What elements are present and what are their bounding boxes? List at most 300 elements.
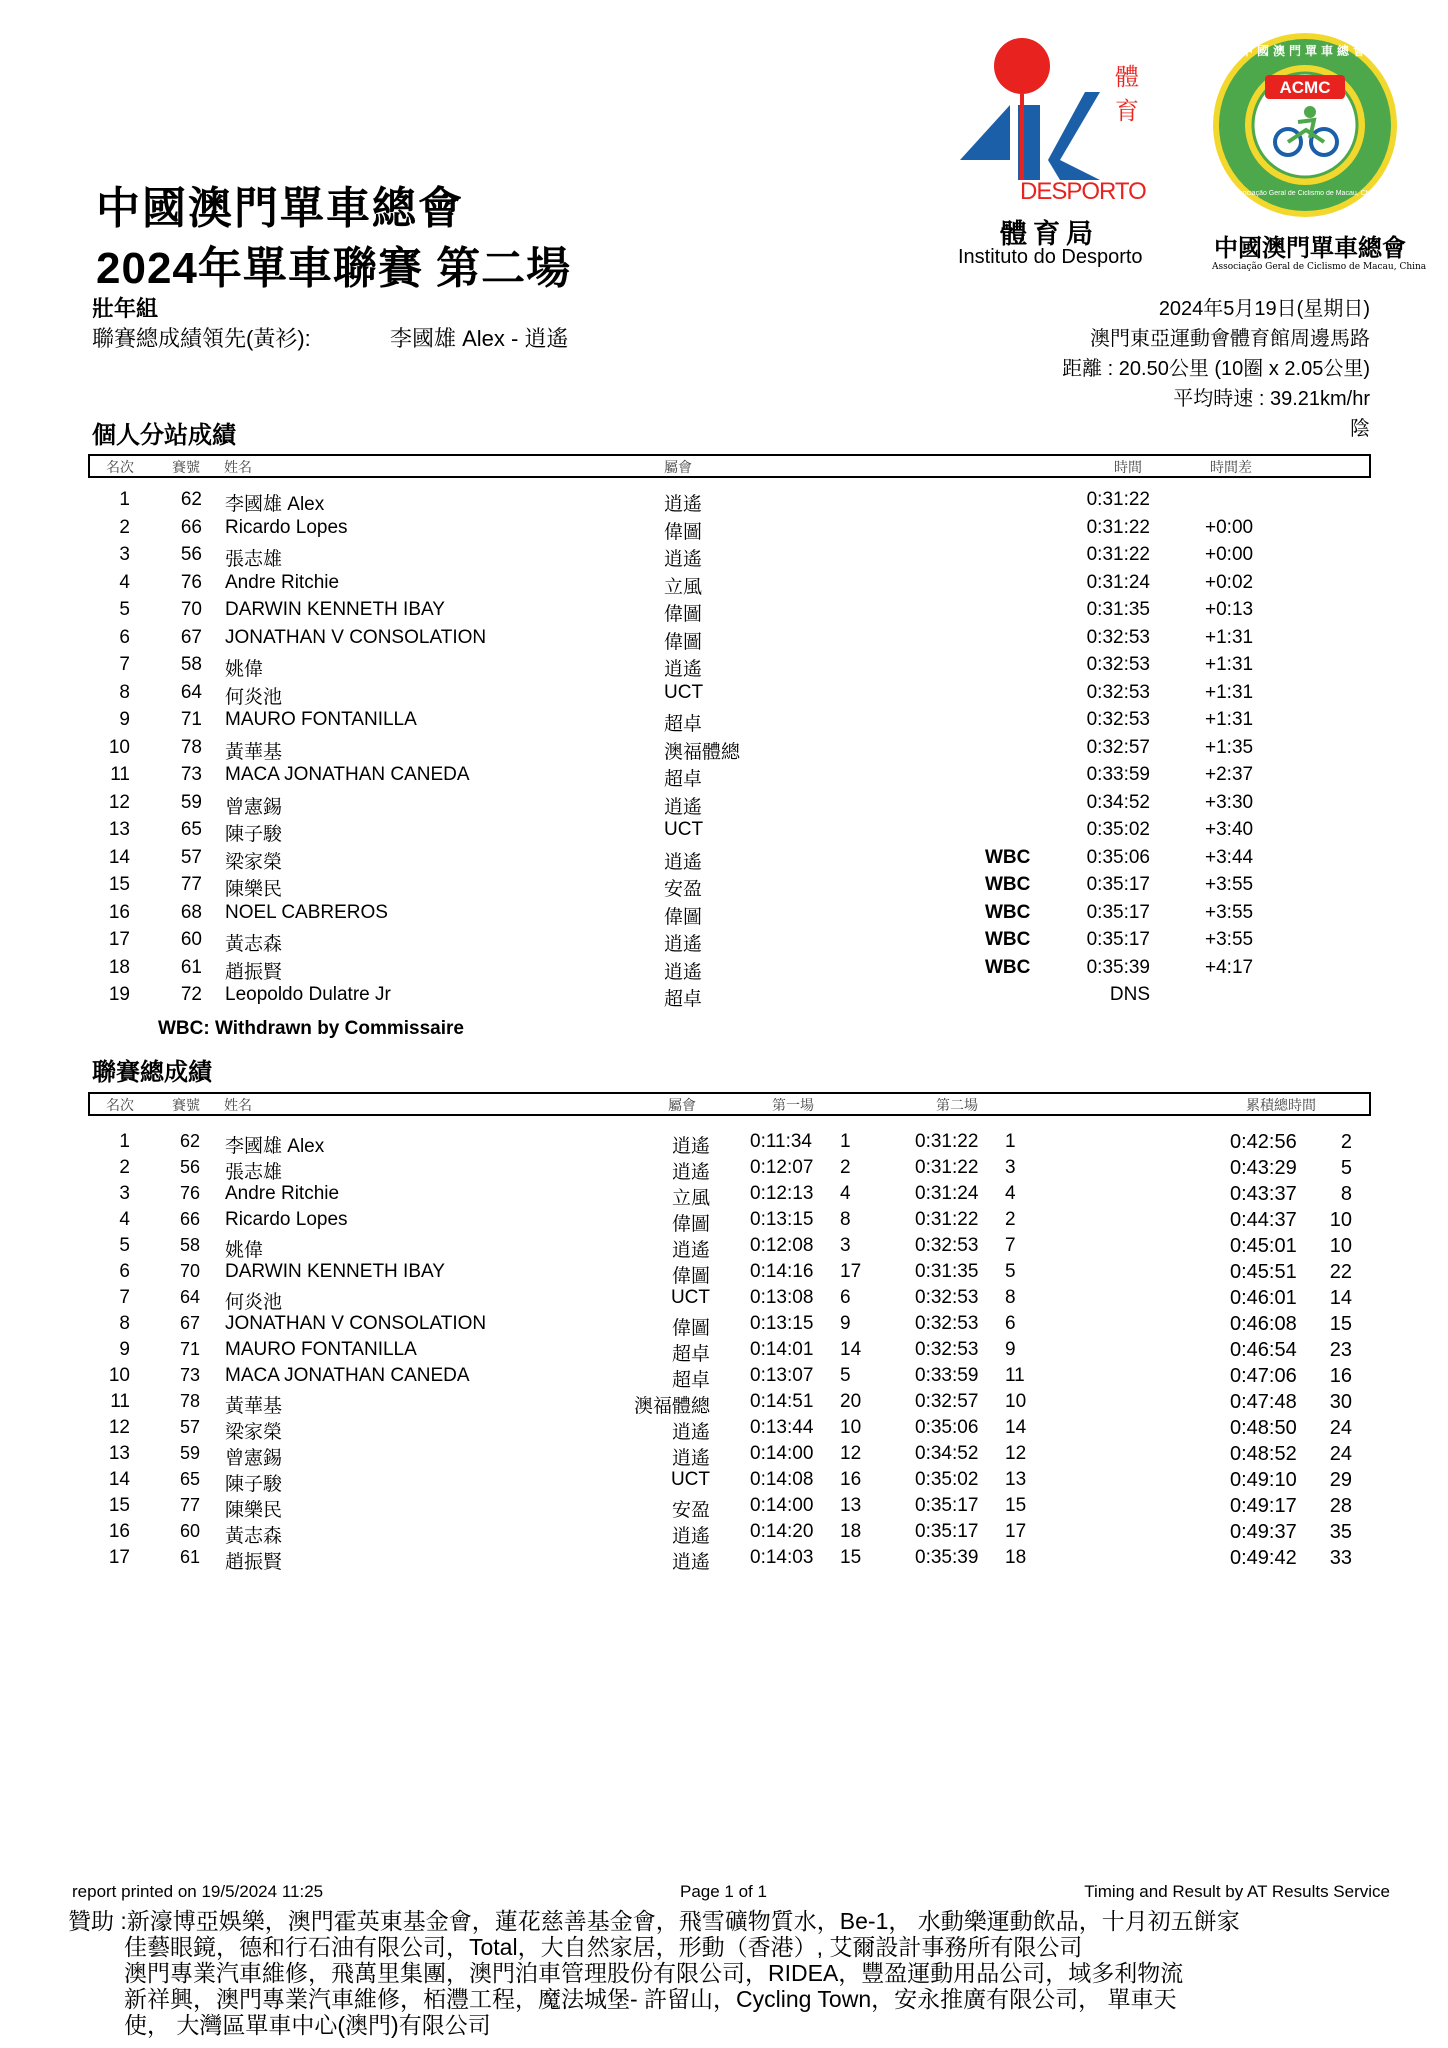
desporto-vertical-cn: 體育 [1115, 63, 1139, 125]
team: 偉圖 [671, 1266, 710, 1287]
total-points: 10 [1329, 1235, 1352, 1257]
total-points: 30 [1329, 1391, 1352, 1413]
round2-time: 0:31:24 [915, 1183, 979, 1204]
category-label: 壯年組 [92, 296, 159, 321]
time: 0:32:57 [1086, 736, 1150, 758]
rider-name: 趙振賢 [225, 1552, 283, 1573]
red-sun [994, 38, 1050, 94]
overall-row [0, 1131, 1448, 1157]
team: UCT [664, 819, 704, 840]
round1-time: 0:14:00 [750, 1495, 814, 1516]
col-team: 屬會 [668, 1098, 696, 1114]
gap: +0:00 [1205, 516, 1254, 538]
bib: 67 [179, 1313, 200, 1333]
team: 逍遙 [664, 549, 703, 570]
overall-row [0, 1287, 1448, 1313]
rank: 10 [108, 1365, 130, 1386]
rider-name: MACA JONATHAN CANEDA [225, 1365, 470, 1386]
total-time: 0:46:01 [1230, 1287, 1297, 1309]
bib: 60 [179, 1521, 200, 1541]
leader-label: 聯賽總成績領先(黃衫): [92, 326, 311, 351]
rider-name: 曾憲錫 [225, 1448, 283, 1469]
time: 0:35:39 [1086, 956, 1150, 978]
rider-name: 姚偉 [225, 659, 264, 680]
round2-time: 0:35:17 [915, 1521, 979, 1542]
time: 0:35:17 [1086, 874, 1150, 895]
overall-row [0, 1183, 1448, 1209]
col-rank: 名次 [106, 1098, 134, 1114]
stage-row [0, 819, 1448, 846]
rank: 5 [119, 1235, 130, 1256]
gap: +1:31 [1205, 626, 1254, 648]
round2-time: 0:32:53 [915, 1313, 979, 1334]
round2-position: 8 [1005, 1287, 1016, 1308]
round1-position: 13 [840, 1495, 862, 1516]
round1-time: 0:13:15 [750, 1313, 814, 1334]
round1-position: 6 [840, 1287, 851, 1308]
rider-name: Ricardo Lopes [225, 1209, 348, 1230]
rank: 13 [108, 819, 130, 840]
round1-position: 20 [840, 1391, 862, 1412]
bib: 65 [180, 819, 202, 840]
rank: 15 [108, 874, 130, 895]
rider-name: 梁家榮 [225, 1422, 283, 1443]
sponsor-line: 新祥興，澳門專業汽車維修，栢灃工程，魔法城堡- 許留山，Cycling Town，安永推廣有限公司， 單車天 [124, 1986, 1177, 2012]
round1-time: 0:14:00 [750, 1443, 814, 1464]
team: 逍遙 [671, 1422, 710, 1443]
time: 0:35:06 [1086, 846, 1150, 868]
round1-position: 17 [840, 1261, 862, 1282]
round2-position: 17 [1005, 1521, 1027, 1542]
rider-name: 陳樂民 [225, 879, 283, 900]
stage-row [0, 572, 1448, 599]
race-weather: 陰 [1350, 418, 1370, 440]
rank: 16 [108, 901, 130, 923]
rider-name: 黃華基 [225, 1396, 283, 1417]
rank: 3 [119, 544, 130, 565]
rank: 3 [119, 1183, 130, 1204]
overall-row [0, 1209, 1448, 1235]
team: 逍遙 [664, 796, 703, 818]
rider-name: JONATHAN V CONSOLATION [225, 1313, 487, 1334]
round1-time: 0:14:51 [750, 1391, 814, 1412]
round1-time: 0:12:13 [750, 1183, 814, 1204]
gap: +1:35 [1205, 736, 1254, 758]
overall-row [0, 1443, 1448, 1469]
desporto-name-pt: Instituto do Desporto [958, 246, 1143, 268]
time: 0:34:52 [1086, 791, 1150, 813]
bib: 62 [179, 1131, 200, 1151]
stage-row [0, 957, 1448, 984]
bib: 58 [179, 1235, 200, 1255]
rider-name: 姚偉 [225, 1240, 264, 1261]
bib: 65 [179, 1469, 200, 1489]
time: 0:31:24 [1086, 571, 1150, 593]
stage-row [0, 847, 1448, 874]
round2-time: 0:31:22 [915, 1131, 979, 1152]
rank: 6 [119, 626, 130, 648]
team: 立風 [664, 576, 703, 598]
time: DNS [1109, 984, 1150, 1005]
bib: 57 [179, 1417, 200, 1437]
stage-row [0, 792, 1448, 819]
stage-row [0, 984, 1448, 1011]
round1-time: 0:13:08 [750, 1287, 814, 1308]
stage-table-header [88, 454, 1371, 478]
stage-row [0, 682, 1448, 709]
round2-time: 0:32:53 [915, 1235, 979, 1256]
col-total: 累積總時間 [1246, 1098, 1316, 1114]
bib: 77 [180, 874, 202, 895]
team: 超卓 [664, 769, 703, 790]
gap: +3:44 [1205, 846, 1254, 868]
sponsor-line: 澳門專業汽車維修，飛萬里集團，澳門泊車管理股份有限公司，RIDEA，豐盈運動用品公司，域多利物流 [124, 1960, 1184, 1986]
rank: 5 [119, 599, 130, 620]
rider-name: DARWIN KENNETH IBAY [225, 1261, 445, 1282]
overall-row [0, 1521, 1448, 1547]
total-points: 2 [1340, 1131, 1352, 1153]
gap: +1:31 [1205, 681, 1254, 703]
round1-position: 2 [840, 1157, 851, 1178]
rank: 4 [119, 571, 130, 593]
round1-position: 1 [840, 1131, 851, 1152]
time: 0:31:22 [1086, 544, 1150, 565]
gap: +3:55 [1205, 874, 1254, 895]
bib: 76 [179, 1183, 200, 1203]
rider-name: 陳子駿 [225, 1474, 283, 1495]
rank: 6 [119, 1261, 130, 1282]
team: UCT [664, 681, 704, 703]
round1-position: 8 [840, 1209, 851, 1230]
total-points: 23 [1329, 1339, 1352, 1361]
time: 0:32:53 [1086, 654, 1150, 675]
stage-results-title: 個人分站成績 [92, 422, 236, 449]
total-time: 0:46:54 [1230, 1339, 1297, 1361]
time: 0:35:02 [1086, 819, 1150, 840]
overall-row [0, 1469, 1448, 1495]
round1-time: 0:14:03 [750, 1547, 814, 1568]
total-time: 0:48:52 [1230, 1443, 1297, 1465]
col-bib: 賽號 [172, 460, 200, 476]
total-time: 0:47:48 [1230, 1391, 1297, 1413]
rider-name: Ricardo Lopes [225, 516, 348, 538]
team: 偉圖 [664, 906, 703, 928]
round2-time: 0:35:02 [915, 1469, 979, 1490]
acmc-logo [1210, 30, 1400, 220]
round2-position: 9 [1005, 1339, 1016, 1360]
rider-name: 黃志森 [225, 1526, 283, 1547]
stage-row [0, 764, 1448, 791]
team: UCT [670, 1469, 710, 1490]
col-gap: 時間差 [1210, 460, 1252, 476]
rider-name: Andre Ritchie [225, 1183, 340, 1204]
rank: 1 [119, 1131, 130, 1152]
status: WBC [985, 901, 1031, 923]
status: WBC [985, 929, 1031, 950]
gap: +0:00 [1205, 544, 1254, 565]
gap: +4:17 [1205, 956, 1254, 978]
acmc-name-cn: 中國澳門單車總會 [1214, 233, 1406, 262]
time: 0:31:35 [1086, 599, 1150, 620]
bib: 62 [180, 489, 202, 510]
total-time: 0:49:37 [1230, 1521, 1297, 1543]
bib: 68 [180, 901, 202, 923]
rank: 4 [119, 1209, 130, 1230]
overall-row [0, 1339, 1448, 1365]
overall-row [0, 1391, 1448, 1417]
team: 超卓 [671, 1344, 710, 1365]
rider-name: 陳子駿 [225, 824, 283, 845]
sponsor-line: 使， 大灣區單車中心(澳門)有限公司 [124, 2012, 491, 2038]
bib: 59 [179, 1443, 200, 1463]
total-points: 22 [1329, 1261, 1352, 1283]
round2-time: 0:32:53 [915, 1339, 979, 1360]
rank: 16 [108, 1521, 130, 1542]
round1-time: 0:14:20 [750, 1521, 814, 1542]
rank: 7 [119, 654, 130, 675]
bib: 60 [180, 929, 202, 950]
overall-row [0, 1417, 1448, 1443]
rider-name: 趙振賢 [225, 961, 283, 983]
round2-time: 0:31:35 [915, 1261, 979, 1282]
rank: 17 [108, 929, 130, 950]
gap: +3:55 [1205, 929, 1254, 950]
bib: 56 [180, 544, 202, 565]
round2-time: 0:32:57 [915, 1391, 979, 1412]
team: 逍遙 [671, 1526, 710, 1547]
time: 0:33:59 [1086, 764, 1150, 785]
acmc-ring-text-pt: Associação Geral de Ciclismo de Macau, China [1231, 190, 1379, 197]
time: 0:32:53 [1086, 681, 1150, 703]
round2-position: 10 [1005, 1391, 1027, 1412]
bib: 71 [179, 1339, 200, 1359]
gap: +3:55 [1205, 901, 1254, 923]
bib: 78 [179, 1391, 200, 1411]
round2-position: 6 [1005, 1313, 1016, 1334]
total-time: 0:43:29 [1230, 1157, 1297, 1179]
round2-time: 0:31:22 [915, 1209, 979, 1230]
round2-time: 0:35:39 [915, 1547, 979, 1568]
total-time: 0:47:06 [1230, 1365, 1297, 1387]
status: WBC [985, 846, 1031, 868]
rank: 18 [108, 956, 130, 978]
round1-position: 16 [840, 1469, 862, 1490]
gap: +1:31 [1205, 654, 1254, 675]
round2-position: 11 [1005, 1365, 1025, 1386]
print-timestamp: report printed on 19/5/2024 11:25 [72, 1882, 324, 1901]
col-round1: 第一場 [772, 1098, 814, 1114]
sponsors-block [68, 1908, 1368, 2038]
rank: 1 [119, 489, 130, 510]
round1-time: 0:12:08 [750, 1235, 814, 1256]
team: 逍遙 [671, 1136, 710, 1157]
overall-row [0, 1313, 1448, 1339]
round1-position: 3 [840, 1235, 851, 1256]
bib: 78 [180, 736, 202, 758]
team: UCT [670, 1287, 710, 1308]
total-points: 24 [1329, 1443, 1352, 1465]
total-points: 35 [1329, 1521, 1352, 1543]
rider-name: MACA JONATHAN CANEDA [225, 764, 470, 785]
round1-position: 4 [840, 1183, 851, 1204]
rank: 10 [108, 736, 130, 758]
team: 逍遙 [664, 494, 703, 515]
total-points: 24 [1329, 1417, 1352, 1439]
round1-time: 0:14:08 [750, 1469, 814, 1490]
rank: 2 [119, 516, 130, 538]
team: 立風 [671, 1188, 710, 1209]
rank: 8 [119, 1313, 130, 1334]
stage-row [0, 709, 1448, 736]
round2-time: 0:31:22 [915, 1157, 979, 1178]
bib: 70 [180, 599, 202, 620]
bib: 73 [180, 764, 202, 785]
total-points: 33 [1329, 1547, 1352, 1569]
overall-table-header [88, 1092, 1371, 1116]
round1-position: 12 [840, 1443, 862, 1464]
col-time: 時間 [1114, 460, 1142, 476]
round1-position: 5 [840, 1365, 851, 1386]
time: 0:35:17 [1086, 929, 1150, 950]
rider-name: Leopoldo Dulatre Jr [225, 984, 391, 1005]
gap: +2:37 [1205, 764, 1254, 785]
total-time: 0:44:37 [1230, 1209, 1297, 1231]
round2-position: 7 [1005, 1235, 1016, 1256]
page-title: 中國澳門單車總會 [96, 184, 464, 233]
event-title: 2024年單車聯賽 第二場 [96, 244, 572, 293]
rider-name: 陳樂民 [225, 1500, 283, 1521]
round2-time: 0:35:06 [915, 1417, 979, 1438]
page-number: Page 1 of 1 [680, 1882, 767, 1901]
stage-row [0, 517, 1448, 544]
round2-time: 0:35:17 [915, 1495, 979, 1516]
total-time: 0:45:01 [1230, 1235, 1297, 1257]
round2-time: 0:34:52 [915, 1443, 979, 1464]
rank: 12 [108, 1417, 130, 1438]
bib: 66 [180, 516, 202, 538]
rider-name: 李國雄 Alex [225, 494, 325, 515]
bib: 64 [180, 681, 202, 703]
rank: 11 [110, 1391, 130, 1412]
total-points: 15 [1329, 1313, 1352, 1335]
bib: 70 [179, 1261, 200, 1281]
overall-row [0, 1157, 1448, 1183]
wbc-note: WBC: Withdrawn by Commissaire [158, 1018, 464, 1039]
total-time: 0:48:50 [1230, 1417, 1297, 1439]
team: 偉圖 [664, 604, 703, 625]
rank: 7 [119, 1287, 130, 1308]
rank: 11 [110, 764, 130, 785]
bib: 61 [179, 1547, 200, 1567]
team: 逍遙 [671, 1162, 710, 1183]
status: WBC [985, 956, 1031, 978]
col-name: 姓名 [224, 1098, 252, 1114]
overall-row [0, 1495, 1448, 1521]
round1-position: 14 [840, 1339, 862, 1360]
rank: 17 [108, 1547, 130, 1568]
rider-name: 黃志森 [225, 934, 283, 955]
bib: 58 [180, 654, 202, 675]
total-time: 0:45:51 [1230, 1261, 1297, 1283]
rider-name: Andre Ritchie [225, 571, 340, 593]
bib: 61 [180, 956, 202, 978]
total-points: 5 [1340, 1157, 1352, 1179]
round1-position: 10 [840, 1417, 862, 1438]
round2-position: 18 [1005, 1547, 1027, 1568]
time: 0:32:53 [1086, 709, 1150, 730]
blue-shape-left [960, 105, 1010, 160]
round1-time: 0:14:01 [750, 1339, 814, 1360]
rider-name: DARWIN KENNETH IBAY [225, 599, 445, 620]
team: 逍遙 [664, 659, 703, 680]
rank: 14 [108, 1469, 130, 1490]
team: 偉圖 [671, 1214, 710, 1235]
round1-position: 15 [840, 1547, 862, 1568]
overall-row [0, 1547, 1448, 1573]
rider-name: 黃華基 [225, 741, 283, 763]
overall-standings-title: 聯賽總成績 [92, 1059, 212, 1086]
desporto-name-cn: 體育局 [1000, 219, 1099, 249]
timing-credit: Timing and Result by AT Results Service [1084, 1882, 1390, 1901]
stage-row [0, 902, 1448, 929]
total-time: 0:43:37 [1230, 1183, 1297, 1205]
team: 逍遙 [664, 851, 703, 873]
total-points: 10 [1329, 1209, 1352, 1231]
rank: 14 [108, 846, 130, 868]
team: 逍遙 [671, 1448, 710, 1469]
team: 超卓 [671, 1370, 710, 1391]
race-date: 2024年5月19日(星期日) [1158, 298, 1370, 320]
team: 安盈 [664, 879, 703, 900]
rider-name: 何炎池 [225, 1292, 283, 1313]
team: 逍遙 [664, 934, 703, 955]
team: 逍遙 [664, 961, 703, 983]
total-points: 14 [1329, 1287, 1352, 1309]
acmc-abbr: ACMC [1279, 78, 1331, 97]
round1-position: 9 [840, 1313, 851, 1334]
round2-position: 4 [1005, 1183, 1016, 1204]
status: WBC [985, 874, 1031, 895]
team: 逍遙 [671, 1552, 710, 1573]
rank: 9 [119, 709, 130, 730]
round2-position: 2 [1005, 1209, 1016, 1230]
rank: 19 [108, 984, 130, 1005]
total-time: 0:49:10 [1230, 1469, 1297, 1491]
bib: 59 [180, 791, 202, 813]
stage-row [0, 627, 1448, 654]
rider-name: 張志雄 [225, 549, 283, 570]
stage-row [0, 737, 1448, 764]
round2-time: 0:32:53 [915, 1287, 979, 1308]
team: 偉圖 [671, 1318, 710, 1339]
gap: +0:02 [1205, 571, 1254, 593]
rank: 9 [119, 1339, 130, 1360]
time: 0:32:53 [1086, 626, 1150, 648]
rider-name: JONATHAN V CONSOLATION [225, 626, 487, 648]
round2-position: 12 [1005, 1443, 1027, 1464]
total-time: 0:49:42 [1230, 1547, 1297, 1569]
sponsor-line: 贊助 :新濠博亞娛樂，澳門霍英東基金會，蓮花慈善基金會，飛雪礦物質水，Be-1， 水動樂運動飲品，十月初五餅家 [68, 1908, 1240, 1934]
team: 偉圖 [664, 521, 703, 543]
rider-name: 張志雄 [225, 1162, 283, 1183]
rank: 8 [119, 681, 130, 703]
total-points: 8 [1340, 1183, 1352, 1205]
rank: 15 [108, 1495, 130, 1516]
race-avg-speed: 平均時速 : 39.21km/hr [1173, 388, 1370, 410]
col-team: 屬會 [664, 460, 692, 476]
rider-name: 李國雄 Alex [225, 1136, 325, 1157]
round1-time: 0:12:07 [750, 1157, 814, 1178]
